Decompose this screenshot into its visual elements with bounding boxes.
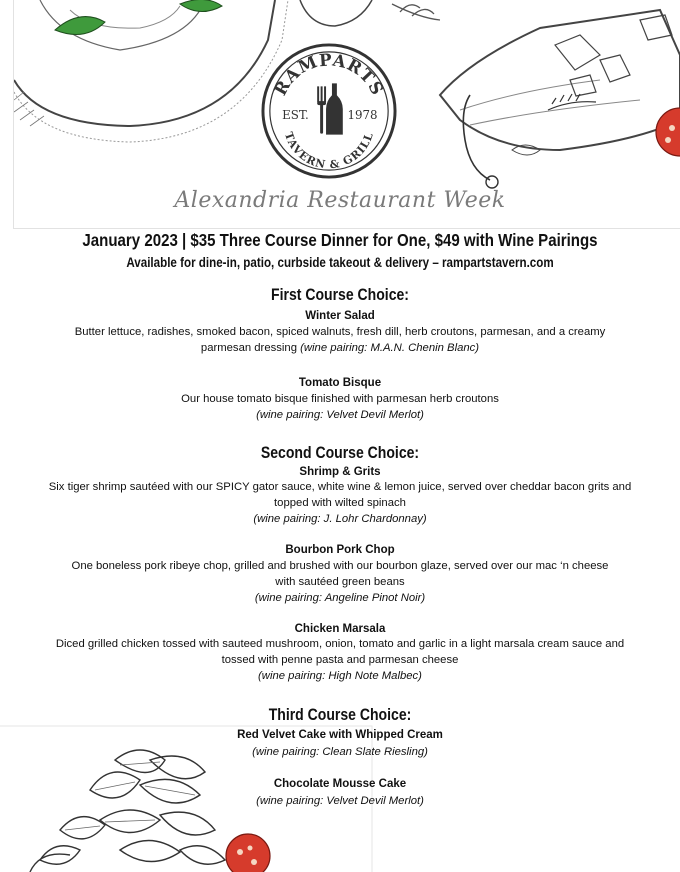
svg-text:TAVERN & GRILL: TAVERN & GRILL [281,130,377,172]
wine-pairing: (wine pairing: J. Lohr Chardonnay) [253,513,427,525]
wine-pairing: (wine pairing: Velvet Devil Merlot) [256,795,424,807]
dish-name: Tomato Bisque [298,377,382,389]
svg-text:EST.: EST. [282,107,309,122]
svg-text:RAMPARTS: RAMPARTS [269,49,389,99]
price-tagline: January 2023 | $35 Three Course Dinner for One, $49 with Wine Pairings [82,230,598,250]
dish-description-cont: tossed with penne pasta and parmesan cheese [221,654,459,666]
second-course [40,444,640,684]
dish-name: Chicken Marsala [294,623,386,635]
wine-pairing: (wine pairing: Velvet Devil Merlot) [256,409,424,421]
dish-name: Shrimp & Grits [299,466,381,478]
dish-description: Six tiger shrimp sautéed with our SPICY gator sauce, white wine & lemon juice, served over cheddar bacon grits and [48,481,632,493]
event-title: Alexandria Restaurant Week [174,188,506,213]
wine-pairing: (wine pairing: High Note Malbec) [258,670,422,682]
availability-line: Available for dine-in, patio, curbside takeout & delivery – rampartstavern.com [126,255,554,270]
dish-name: Red Velvet Cake with Whipped Cream [237,729,443,741]
first-course [40,286,640,423]
dish-description-cont: parmesan dressing (wine pairing: M.A.N. Chenin Blanc) [200,342,480,354]
course-heading: Third Course Choice: [268,706,412,724]
dish-name: Chocolate Mousse Cake [273,778,407,790]
dish-description: Our house tomato bisque finished with parmesan herb croutons [181,393,499,405]
third-course [40,706,640,809]
dish-description-cont: topped with wilted spinach [274,497,406,509]
wine-pairing: (wine pairing: Clean Slate Riesling) [252,746,428,758]
menu-content [0,228,680,270]
wine-pairing: (wine pairing: Angeline Pinot Noir) [254,592,426,604]
course-heading: First Course Choice: [271,286,409,304]
dish-description: Diced grilled chicken tossed with sauteed mushroom, onion, tomato and garlic in a light marsala cream sauce and [55,638,625,650]
svg-text:1978: 1978 [347,107,378,122]
wine-pairing: (wine pairing: M.A.N. Chenin Blanc) [300,342,480,354]
ramparts-logo [260,42,398,180]
course-heading: Second Course Choice: [260,444,420,462]
dish-description: Butter lettuce, radishes, smoked bacon, spiced walnuts, fresh dill, herb croutons, parmesan, and a creamy [74,326,606,338]
tomato-slice-icon [226,834,270,872]
dish-description-cont: with sautéed green beans [275,576,405,588]
dish-description: One boneless pork ribeye chop, grilled and brushed with our bourbon glaze, served over our mac ‘n cheese [71,560,609,572]
dish-name: Winter Salad [305,310,375,322]
dish-name: Bourbon Pork Chop [285,544,395,556]
